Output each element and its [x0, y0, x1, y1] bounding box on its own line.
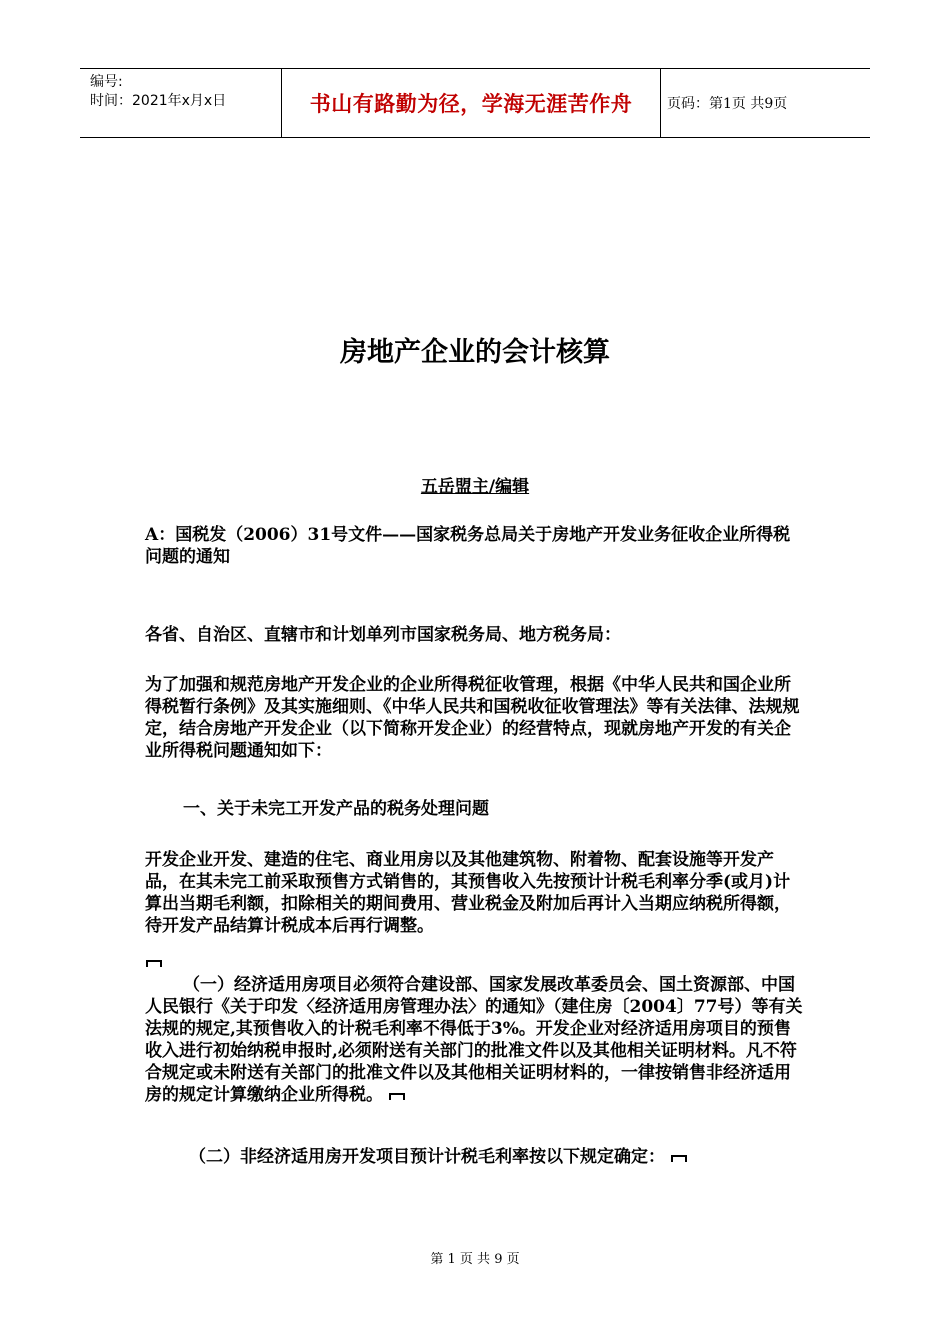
- paragraph-salutation: 各省、自治区、直辖市和计划单列市国家税务局、地方税务局：: [145, 625, 621, 645]
- paragraph-mark-icon: [671, 1153, 687, 1162]
- paragraph-presale: 开发企业开发、建造的住宅、商业用房以及其他建筑物、附着物、配套设施等开发产品，在其未完工前采取预售方式销售的，其预售收入先按预计计税毛利率分季(或月)计算出当期毛利额，扣除相关的期间费用、营业税金及附加后再计入当期应纳税所得额，待开发产品结算计税成本后再行调整。: [145, 850, 791, 936]
- paragraph-intro: 为了加强和规范房地产开发企业的企业所得税征收管理，根据《中华人民共和国企业所得税暂行条例》及其实施细则、《中华人民共和国税收征收管理法》等有关法律、法规规定，结合房地产开发企业（以下简称开发企业）的经营特点，现就房地产开发的有关企业所得税问题通知如下：: [145, 675, 800, 761]
- header-meta: [80, 69, 282, 137]
- document-author: 五岳盟主/编辑: [420, 477, 530, 497]
- number-label: 编号:: [90, 74, 123, 90]
- header-page-info: 页码：第1页 共9页: [667, 96, 788, 112]
- document-title: 房地产企业的会计核算: [340, 337, 610, 368]
- time-label: 时间：2021年x月x日: [90, 93, 227, 109]
- section-heading-1: 一、关于未完工开发产品的税务处理问题: [183, 799, 489, 819]
- paragraph-notice-title: A：国税发（2006）31号文件——国家税务总局关于房地产开发业务征收企业所得税问题的通知: [145, 525, 791, 567]
- page-header: [80, 68, 870, 138]
- paragraph-mark-icon: [389, 1091, 405, 1100]
- paragraph-non-economic-text: （二）非经济适用房开发项目预计计税毛利率按以下规定确定：: [189, 1147, 665, 1167]
- paragraph-mark-icon: [146, 958, 162, 967]
- header-motto: 书山有路勤为径，学海无涯苦作舟: [282, 69, 661, 137]
- paragraph-non-economic: [145, 1146, 805, 1168]
- paragraph-economic-housing-text: （一）经济适用房项目必须符合建设部、国家发展改革委员会、国土资源部、中国人民银行《关于印发〈经济适用房管理办法〉的通知》（建住房〔2004〕77号）等有关法规的规定,其预售收入的计税毛利率不得低于3%。开发企业对经济适用房项目的预售收入进行初始纳税申报时,必须附送有关部门的批准文件以及其他相关证明材料。凡不符合规定或未附送有关部门的批准文件以及其他相关证明材料的，一律按销售非经济适用房的规定计算缴纳企业所得税。: [145, 975, 803, 1105]
- paragraph-economic-housing: [145, 974, 805, 1106]
- page-footer: 第 1 页 共 9 页: [430, 1252, 520, 1267]
